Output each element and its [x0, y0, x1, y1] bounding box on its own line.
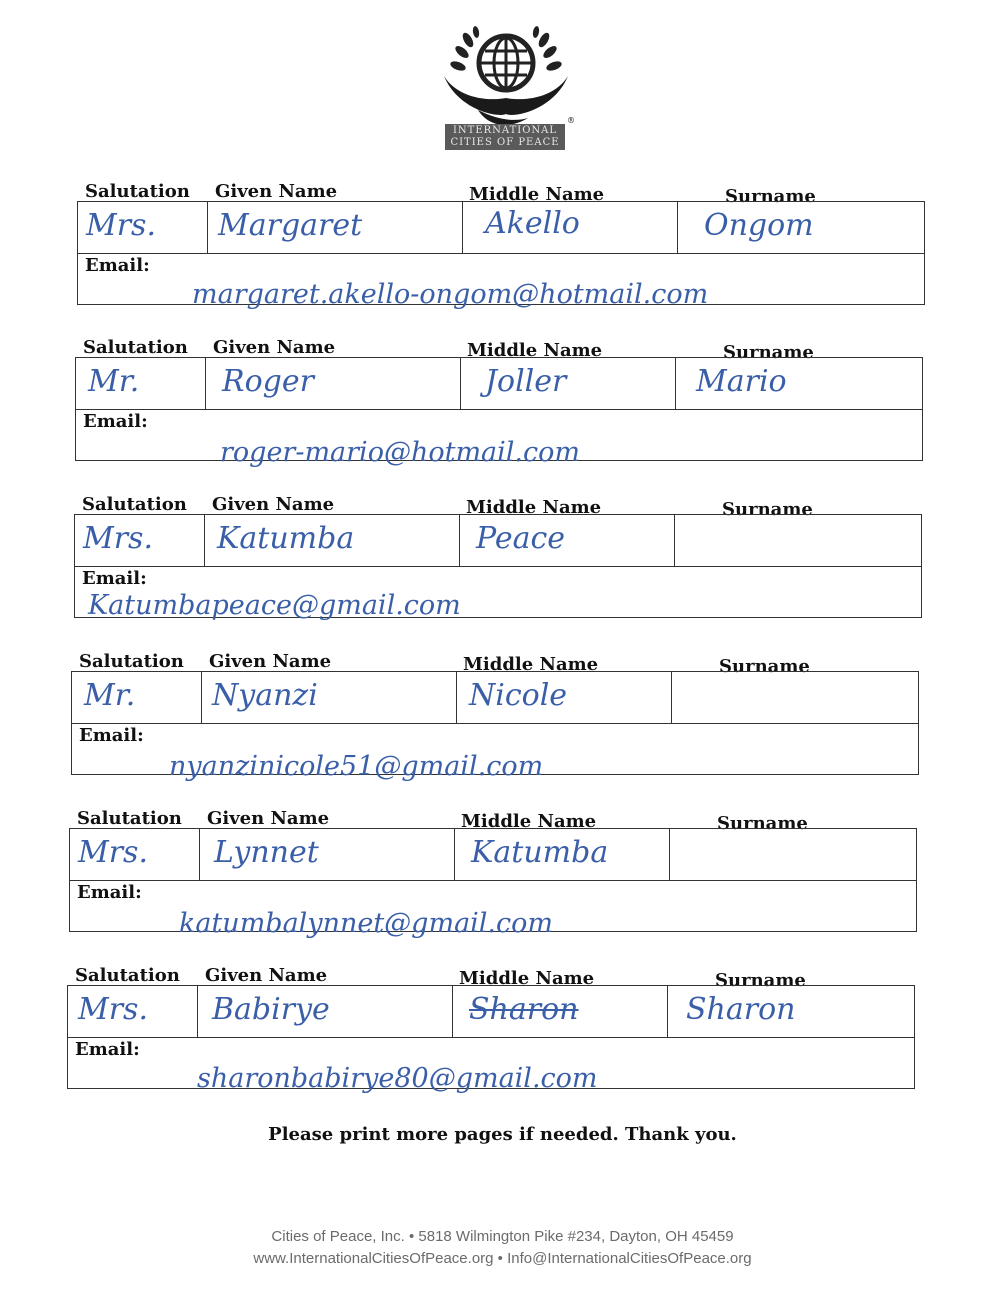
middle-name-field[interactable] — [460, 515, 675, 567]
middle-name-value: Katumba — [471, 835, 609, 870]
surname-field[interactable] — [668, 986, 916, 1038]
logo-line-1: INTERNATIONAL — [452, 125, 558, 136]
given-name-header: Given Name — [215, 181, 338, 202]
surname-value: Mario — [696, 364, 787, 399]
given-name-header: Given Name — [212, 494, 335, 515]
salutation-value: Mrs. — [86, 208, 156, 243]
entry-4 — [71, 651, 921, 826]
email-label: Email: — [85, 255, 150, 276]
middle-name-field[interactable] — [457, 672, 672, 724]
middle-name-value: Nicole — [469, 678, 568, 713]
surname-value: Ongom — [704, 208, 814, 243]
surname-header: Surname — [717, 813, 808, 834]
given-name-field[interactable] — [200, 829, 455, 881]
salutation-field[interactable] — [70, 829, 200, 881]
salutation-value: Mrs. — [78, 992, 148, 1027]
given-name-field[interactable] — [206, 358, 461, 410]
registered-mark: ® — [567, 116, 575, 125]
footer-address: Cities of Peace, Inc. • 5818 Wilmington Pike #234, Dayton, OH 45459 — [271, 1228, 734, 1245]
given-name-value: Nyanzi — [212, 678, 318, 713]
middle-name-value: Peace — [476, 521, 566, 556]
salutation-field[interactable] — [78, 202, 208, 254]
name-row — [77, 201, 925, 253]
surname-field[interactable] — [670, 829, 918, 881]
surname-field[interactable] — [675, 515, 923, 567]
given-name-header: Given Name — [205, 965, 328, 986]
surname-header: Surname — [725, 186, 816, 207]
logo-line-2: CITIES OF PEACE — [450, 137, 560, 148]
email-label: Email: — [82, 568, 147, 589]
middle-name-header: Middle Name — [459, 968, 595, 989]
email-value: margaret.akello-ongom@hotmail.com — [192, 279, 709, 310]
name-row — [75, 357, 923, 409]
surname-header: Surname — [715, 970, 806, 991]
surname-field[interactable] — [672, 672, 920, 724]
salutation-header: Salutation — [83, 337, 188, 358]
email-label: Email: — [75, 1039, 140, 1060]
middle-name-field[interactable] — [455, 829, 670, 881]
salutation-value: Mrs. — [78, 835, 148, 870]
surname-value: Sharon — [686, 992, 796, 1027]
salutation-header: Salutation — [79, 651, 184, 672]
given-name-value: Katumba — [217, 521, 355, 556]
salutation-header: Salutation — [85, 181, 190, 202]
given-name-value: Babirye — [212, 992, 330, 1027]
email-label: Email: — [77, 882, 142, 903]
email-label: Email: — [79, 725, 144, 746]
salutation-field[interactable] — [75, 515, 205, 567]
salutation-header: Salutation — [77, 808, 182, 829]
given-name-field[interactable] — [208, 202, 463, 254]
middle-name-field[interactable] — [461, 358, 676, 410]
given-name-value: Margaret — [218, 208, 363, 243]
entry-5 — [69, 808, 919, 983]
given-name-header: Given Name — [207, 808, 330, 829]
given-name-field[interactable] — [205, 515, 460, 567]
surname-field[interactable] — [676, 358, 924, 410]
given-name-header: Given Name — [213, 337, 336, 358]
salutation-field[interactable] — [72, 672, 202, 724]
footer-web: www.InternationalCitiesOfPeace.org • Info@InternationalCitiesOfPeace.org — [253, 1250, 752, 1267]
salutation-header: Salutation — [75, 965, 180, 986]
email-value: Katumbapeace@gmail.com — [88, 590, 461, 621]
given-name-value: Lynnet — [214, 835, 319, 870]
name-row — [71, 671, 919, 723]
middle-name-header: Middle Name — [463, 654, 599, 675]
email-value: sharonbabirye80@gmail.com — [197, 1063, 598, 1094]
surname-header: Surname — [722, 499, 813, 520]
salutation-value: Mr. — [88, 364, 140, 399]
logo-banner — [445, 124, 565, 150]
email-value: katumbalynnet@gmail.com — [179, 908, 553, 939]
surname-header: Surname — [723, 342, 814, 363]
surname-field[interactable] — [678, 202, 926, 254]
name-row — [69, 828, 917, 880]
salutation-value: Mrs. — [83, 521, 153, 556]
footer-address-block — [0, 1226, 1005, 1270]
salutation-header: Salutation — [82, 494, 187, 515]
salutation-field[interactable] — [68, 986, 198, 1038]
surname-header: Surname — [719, 656, 810, 677]
given-name-value: Roger — [222, 364, 314, 399]
name-row — [67, 985, 915, 1037]
given-name-header: Given Name — [209, 651, 332, 672]
salutation-field[interactable] — [76, 358, 206, 410]
given-name-field[interactable] — [202, 672, 457, 724]
name-row — [74, 514, 922, 566]
entry-3 — [74, 494, 924, 669]
middle-name-value-crossed-out: Sharon — [469, 992, 579, 1027]
middle-name-header: Middle Name — [461, 811, 597, 832]
middle-name-value: Joller — [485, 364, 567, 399]
middle-name-header: Middle Name — [469, 184, 605, 205]
given-name-field[interactable] — [198, 986, 453, 1038]
salutation-value: Mr. — [84, 678, 136, 713]
entry-6 — [67, 965, 917, 1140]
middle-name-header: Middle Name — [466, 497, 602, 518]
middle-name-field[interactable] — [453, 986, 668, 1038]
middle-name-field[interactable] — [463, 202, 678, 254]
entry-1 — [77, 181, 927, 356]
middle-name-value: Akello — [485, 206, 580, 241]
email-label: Email: — [83, 411, 148, 432]
print-more-note: Please print more pages if needed. Thank you. — [268, 1124, 737, 1145]
email-value: roger-mario@hotmail.com — [220, 437, 580, 468]
email-value: nyanzinicole51@gmail.com — [169, 751, 544, 782]
middle-name-header: Middle Name — [467, 340, 603, 361]
entry-2 — [75, 337, 925, 512]
